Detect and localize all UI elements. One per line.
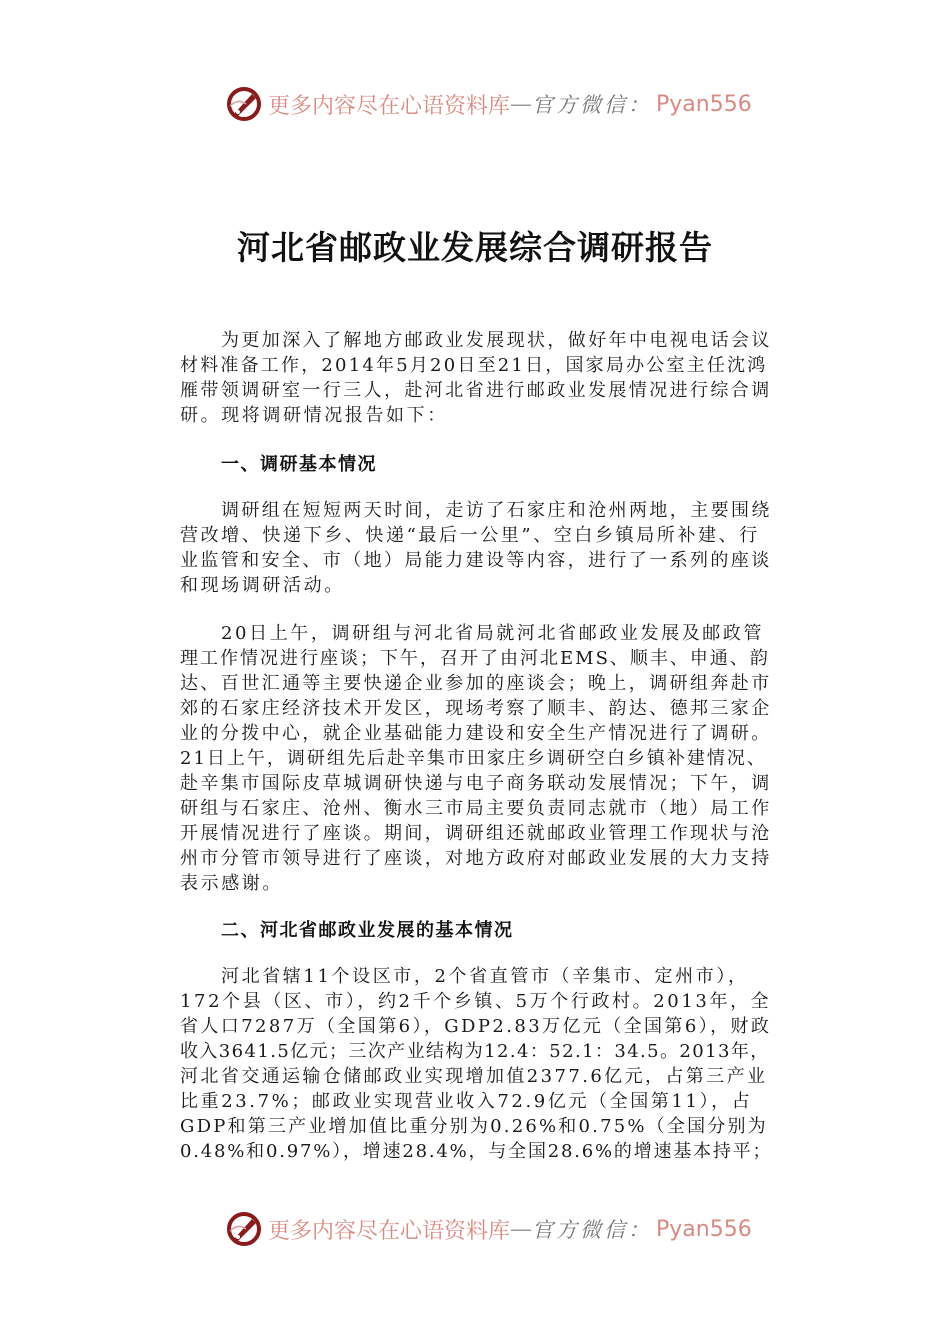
section-heading-2: 二、河北省邮政业发展的基本情况 xyxy=(221,920,514,941)
paragraph-intro xyxy=(180,328,772,428)
section-heading-1: 一、调研基本情况 xyxy=(221,454,377,475)
watermark-dash: — xyxy=(510,91,533,117)
paragraph-line: 调研组在短短两天时间，走访了石家庄和沧州两地，主要围绕 xyxy=(221,500,772,521)
paragraph-line: 研组与石家庄、沧州、衡水三市局主要负责同志就市（地）局工作 xyxy=(180,798,772,819)
quill-pen-logo-icon xyxy=(224,84,264,124)
document-title: 河北省邮政业发展综合调研报告 xyxy=(237,228,713,267)
paragraph-line: 172个县（区、市），约2千个乡镇、5万个行政村。2013年，全 xyxy=(180,991,772,1012)
paragraph-line: 业监管和安全、市（地）局能力建设等内容，进行了一系列的座谈 xyxy=(180,550,772,571)
paragraph-line: 和现场调研活动。 xyxy=(180,575,345,596)
paragraph-line: 达、百世汇通等主要快递企业参加的座谈会；晚上，调研组奔赴市 xyxy=(180,673,772,694)
paragraph-line: GDP和第三产业增加值比重分别为0.26%和0.75%（全国分别为 xyxy=(180,1116,768,1137)
paragraph-schedule xyxy=(180,621,772,896)
paragraph-line: 为更加深入了解地方邮政业发展现状，做好年中电视电话会议 xyxy=(221,330,772,351)
watermark-official-label: 官方微信： xyxy=(532,1218,653,1242)
paragraph-line: 研。现将调研情况报告如下： xyxy=(180,405,448,426)
paragraph-line: 0.48%和0.97%），增速28.4%，与全国28.6%的增速基本持平； xyxy=(180,1141,773,1162)
paragraph-line: 20日上午，调研组与河北省局就河北省邮政业发展及邮政管 xyxy=(221,623,765,644)
paragraph-line: 理工作情况进行座谈；下午，召开了由河北EMS、顺丰、申通、韵 xyxy=(180,648,770,669)
footer-watermark xyxy=(224,1207,752,1251)
paragraph-line: 郊的石家庄经济技术开发区，现场考察了顺丰、韵达、德邦三家企 xyxy=(180,698,772,719)
paragraph-line: 河北省交通运输仓储邮政业实现增加值2377.6亿元，占第三产业 xyxy=(180,1066,768,1087)
quill-pen-logo-icon xyxy=(224,1209,264,1249)
watermark-wechat-id: Pyan556 xyxy=(656,91,752,117)
paragraph-line: 雁带领调研室一行三人，赴河北省进行邮政业发展情况进行综合调 xyxy=(180,380,772,401)
paragraph-line: 州市分管市领导进行了座谈，对地方政府对邮政业发展的大力支持 xyxy=(180,848,772,869)
paragraph-line: 21日上午，调研组先后赴辛集市田家庄乡调研空白乡镇补建情况、 xyxy=(180,748,767,769)
watermark-dash: — xyxy=(510,1216,533,1242)
paragraph-line: 开展情况进行了座谈。期间，调研组还就邮政业管理工作现状与沧 xyxy=(180,823,772,844)
paragraph-basic-facts xyxy=(180,964,772,1164)
paragraph-line: 省人口7287万（全国第6），GDP2.83万亿元（全国第6），财政 xyxy=(180,1016,772,1037)
watermark-official-label: 官方微信： xyxy=(532,93,653,117)
paragraph-line: 收入3641.5亿元；三次产业结构为12.4：52.1：34.5。2013年， xyxy=(180,1041,770,1062)
paragraph-line: 比重23.7%；邮政业实现营业收入72.9亿元（全国第11），占 xyxy=(180,1091,753,1112)
paragraph-line: 营改增、快递下乡、快递“最后一公里”、空白乡镇局所补建、行 xyxy=(180,525,760,546)
paragraph-line: 业的分拨中心，就企业基础能力建设和安全生产情况进行了调研。 xyxy=(180,723,772,744)
watermark-wechat-id: Pyan556 xyxy=(656,1216,752,1242)
watermark-text: 更多内容尽在心语资料库 xyxy=(268,1218,511,1244)
paragraph-line: 赴辛集市国际皮草城调研快递与电子商务联动发展情况；下午，调 xyxy=(180,773,772,794)
watermark-text: 更多内容尽在心语资料库 xyxy=(268,93,511,119)
paragraph-line: 材料准备工作，2014年5月20日至21日，国家局办公室主任沈鸿 xyxy=(180,355,768,376)
paragraph-line: 表示感谢。 xyxy=(180,873,283,894)
header-watermark xyxy=(224,82,752,126)
paragraph-overview xyxy=(180,498,772,598)
paragraph-line: 河北省辖11个设区市，2个省直管市（辛集市、定州市）， xyxy=(221,966,749,987)
